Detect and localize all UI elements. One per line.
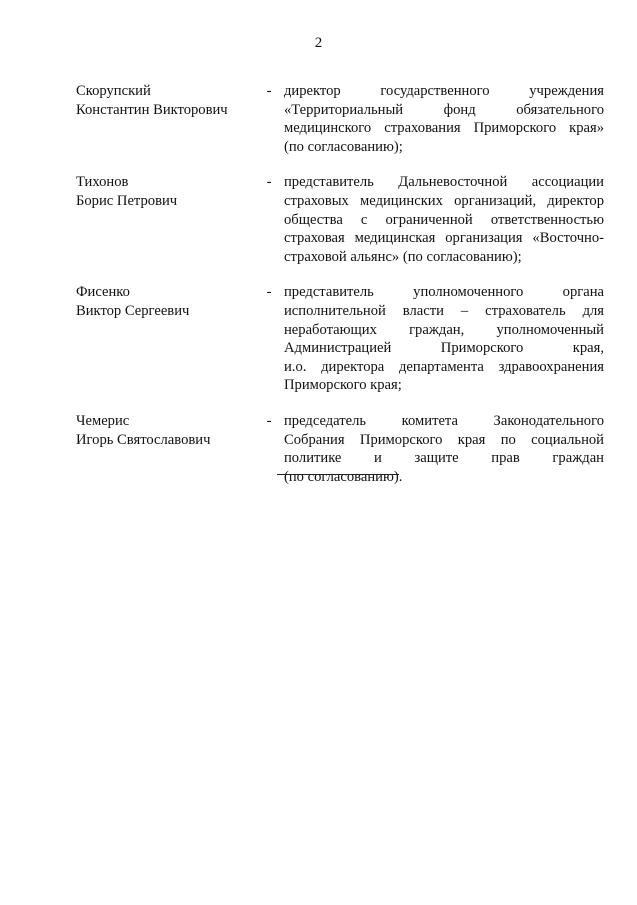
member-surname: Скорупский: [76, 83, 151, 99]
position-line: общества с ограниченной ответственностью: [284, 211, 604, 228]
position-line: неработающих граждан, уполномоченный: [284, 321, 604, 338]
member-given-names: Борис Петрович: [76, 192, 178, 209]
page-number: 2: [314, 35, 323, 51]
position-line: «Территориальный фонд обязательного: [284, 101, 604, 118]
member-name: [76, 82, 254, 119]
position-line: представитель Дальневосточной ассоциации: [284, 174, 604, 191]
position-line: Приморского края;: [284, 377, 402, 394]
member-given-names: Игорь Святославович: [76, 431, 211, 448]
member-surname: Фисенко: [76, 284, 130, 301]
member-entry: [76, 283, 604, 395]
position-line: (по согласованию);: [284, 138, 403, 155]
member-name: [76, 173, 254, 210]
position-line: представитель уполномоченного органа: [284, 284, 604, 301]
position-line: страховая медицинская организация «Восточно-: [284, 230, 604, 247]
position-line: председатель комитета Законодательного: [284, 412, 604, 429]
member-position: [284, 173, 604, 266]
separator-dash: -: [266, 174, 272, 191]
member-name: [76, 283, 254, 320]
member-surname: Тихонов: [76, 174, 129, 191]
position-line: и.о. директора департамента здравоохранения: [284, 358, 604, 375]
member-position: [284, 283, 604, 395]
position-line: исполнительной власти – страхователь для: [284, 302, 604, 319]
member-entry: [76, 412, 604, 486]
position-line: политике и защите прав граждан: [284, 450, 604, 467]
position-line: медицинского страхования Приморского края»: [284, 120, 604, 137]
closing-rule: [277, 474, 399, 475]
separator-dash: -: [266, 284, 272, 301]
member-list: [76, 82, 604, 503]
member-surname: Чемерис: [76, 412, 130, 429]
position-line: Собрания Приморского края по социальной: [284, 431, 604, 448]
member-position: [284, 412, 604, 486]
member-entry: [76, 173, 604, 266]
position-line: (по согласованию).: [284, 468, 403, 485]
separator-dash: -: [266, 412, 272, 429]
member-given-names: Константин Викторович: [76, 101, 228, 118]
position-line: директор государственного учреждения: [284, 83, 604, 99]
separator-dash: -: [266, 83, 272, 99]
member-position: [284, 82, 604, 156]
member-entry: [76, 82, 604, 156]
position-line: Администрацией Приморского края,: [284, 340, 604, 357]
position-line: страховых медицинских организаций, директор: [284, 192, 604, 209]
position-line: страховой альянс» (по согласованию);: [284, 248, 522, 265]
member-given-names: Виктор Сергеевич: [76, 302, 190, 319]
member-name: [76, 412, 254, 449]
